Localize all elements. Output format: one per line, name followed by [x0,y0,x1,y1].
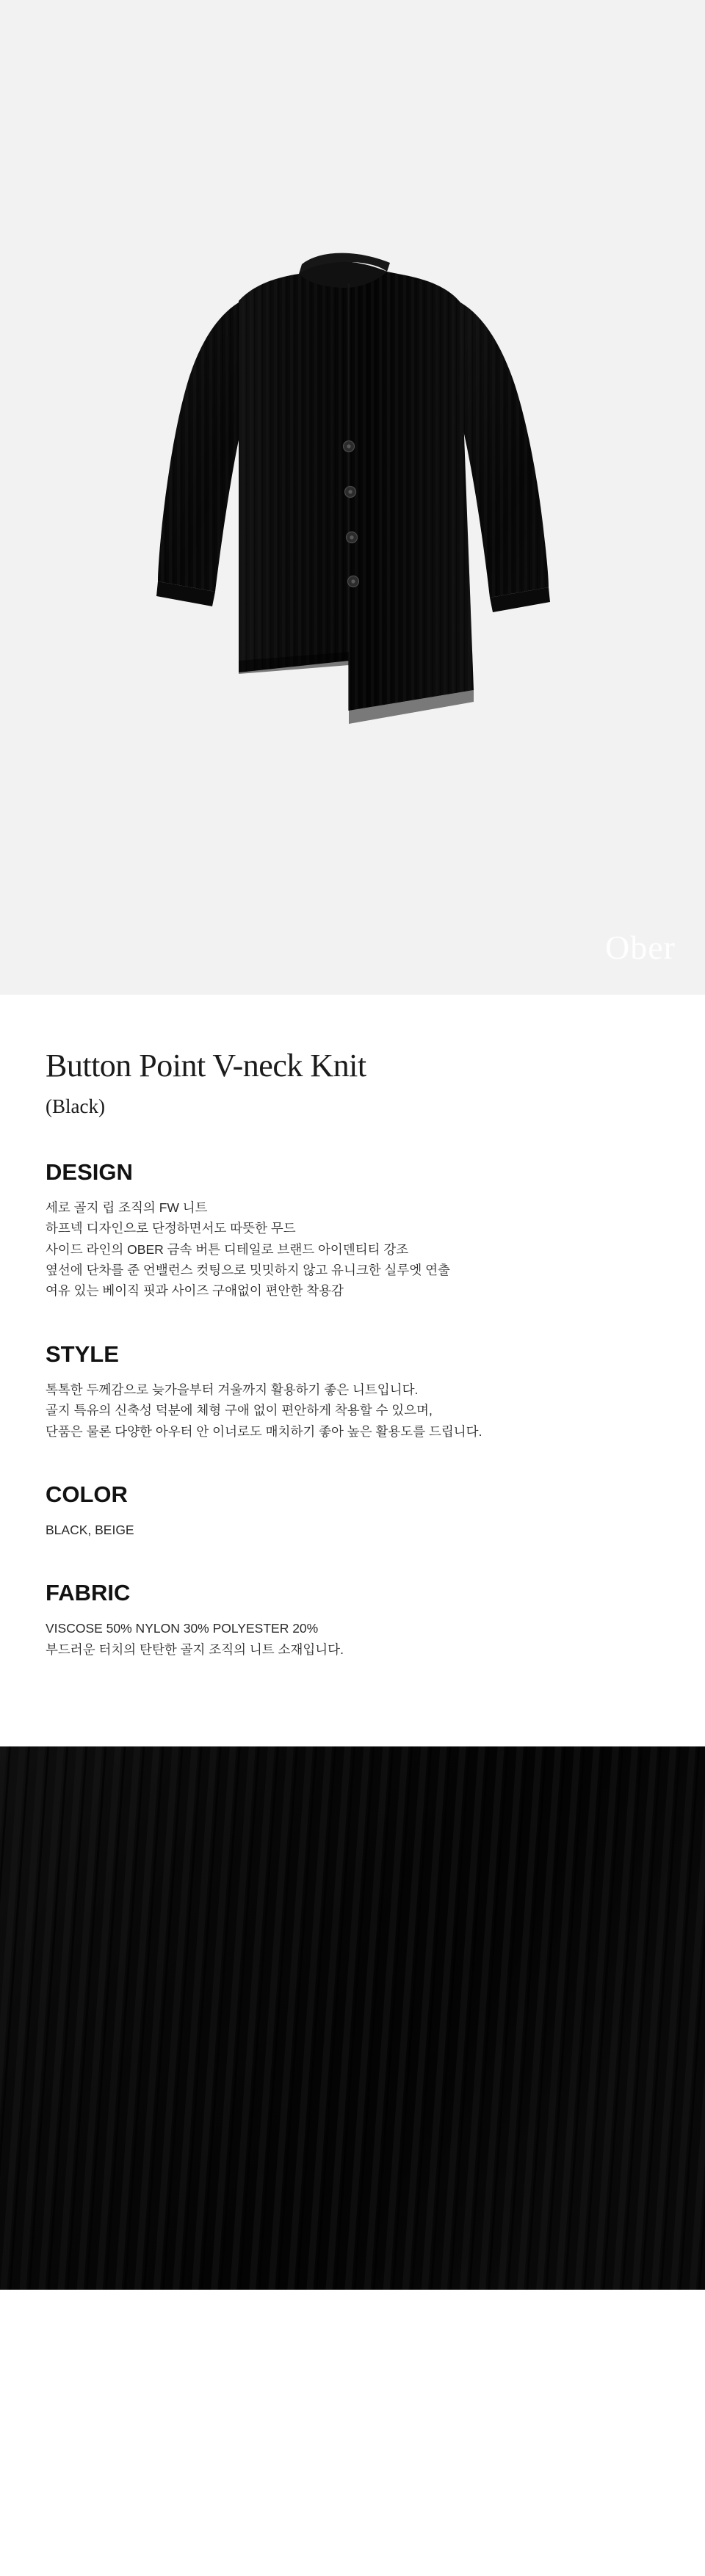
brand-watermark: Ober [605,929,676,966]
section-color [46,1481,659,1540]
text-line: 여유 있는 베이직 핏과 사이즈 구애없이 편안한 착용감 [46,1283,344,1299]
section-design [46,1159,659,1302]
section-fabric-lines [46,1618,659,1660]
text-line: 하프넥 디자인으로 단정하면서도 따뜻한 무드 [46,1221,296,1236]
fabric-closeup-image [0,1746,705,2290]
section-color-heading: COLOR [46,1481,128,1507]
text-line: 사이드 라인의 OBER 금속 버튼 디테일로 브랜드 아이덴티티 강조 [46,1241,409,1257]
text-line: 부드러운 터치의 탄탄한 골지 조직의 니트 소재입니다. [46,1641,344,1657]
black-ribbed-knit-top-illustration [129,250,584,786]
text-line: 세로 골지 립 조직의 FW 니트 [46,1200,208,1216]
section-style [46,1341,659,1442]
text-line: 골지 특유의 신축성 덕분에 체형 구애 없이 편안하게 착용할 수 있으며, [46,1403,433,1418]
section-fabric-heading: FABRIC [46,1580,131,1606]
text-line: 옆선에 단차를 준 언밸런스 컷팅으로 밋밋하지 않고 유니크한 실루엣 연출 [46,1263,450,1278]
section-spacer [46,1660,659,1746]
hero-product-image [0,0,705,995]
section-design-lines [46,1197,659,1302]
section-fabric [46,1580,659,1660]
text-line: 단품은 물론 다양한 아우터 안 이너로도 매치하기 좋아 높은 활용도를 드립니다. [46,1423,482,1439]
section-style-heading: STYLE [46,1340,119,1367]
section-color-lines [46,1520,659,1540]
section-design-heading: DESIGN [46,1159,133,1186]
page-title: Button Point V-neck Knit [46,1048,366,1084]
section-style-lines [46,1379,659,1442]
text-line: VISCOSE 50% NYLON 30% POLYESTER 20% [46,1621,319,1636]
text-line: BLACK, BEIGE [46,1522,134,1537]
text-line: 톡톡한 두께감으로 늦가을부터 겨울까지 활용하기 좋은 니트입니다. [46,1382,419,1397]
product-info-section [0,995,705,1746]
product-color-subtitle: (Black) [46,1095,105,1117]
